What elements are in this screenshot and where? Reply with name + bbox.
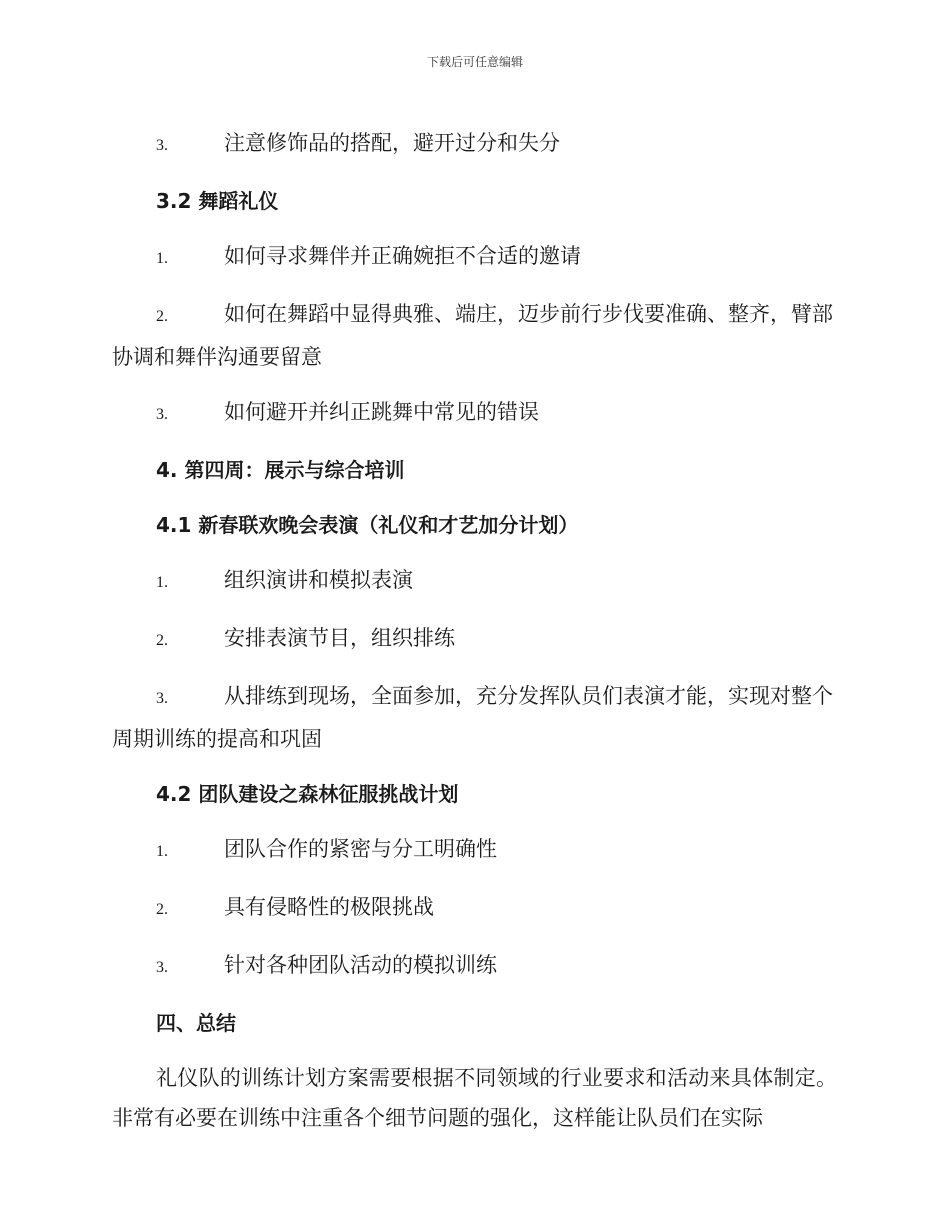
list-text: 从排练到现场，全面参加，充分发挥队员们表演才能，实现对整个周期训练的提高和巩固	[112, 684, 833, 751]
list-number: 3.	[156, 137, 168, 154]
list-number: 3.	[156, 406, 168, 423]
subsection-heading: 4.1 新春联欢晚会表演（礼仪和才艺加分计划）	[156, 513, 579, 537]
page-header: 下载后可任意编辑	[426, 55, 523, 69]
list-item	[112, 945, 837, 988]
list-number: 2.	[156, 901, 168, 918]
list-item	[112, 123, 837, 166]
list-number: 1.	[156, 250, 168, 267]
list-item	[112, 676, 837, 759]
list-item	[112, 560, 837, 603]
list-number: 2.	[156, 632, 168, 649]
list-text: 安排表演节目，组织排练	[224, 626, 455, 650]
list-text: 如何避开并纠正跳舞中常见的错误	[224, 400, 539, 424]
list-item	[112, 887, 837, 930]
list-text: 如何寻求舞伴并正确婉拒不合适的邀请	[224, 244, 581, 268]
list-text: 注意修饰品的搭配，避开过分和失分	[224, 131, 560, 155]
list-item	[112, 236, 837, 279]
list-text: 组织演讲和模拟表演	[224, 568, 413, 592]
section-heading: 4. 第四周：展示与综合培训	[156, 458, 405, 482]
list-number: 3.	[156, 959, 168, 976]
list-number: 3.	[156, 690, 168, 707]
list-text: 具有侵略性的极限挑战	[224, 895, 434, 919]
list-number: 1.	[156, 843, 168, 860]
summary-paragraph: 礼仪队的训练计划方案需要根据不同领域的行业要求和活动来具体制定。非常有必要在训练中注重各个细节问题的强化，这样能让队员们在实际	[112, 1066, 837, 1130]
subsection-heading: 4.2 团队建设之森林征服挑战计划	[156, 782, 459, 806]
list-item	[112, 618, 837, 661]
document-body	[112, 108, 837, 1159]
list-text: 如何在舞蹈中显得典雅、端庄，迈步前行步伐要准确、整齐，臂部协调和舞伴沟通要留意	[112, 302, 833, 369]
section-heading: 四、总结	[156, 1011, 236, 1035]
list-text: 团队合作的紧密与分工明确性	[224, 837, 497, 861]
list-number: 1.	[156, 574, 168, 591]
section-heading: 3.2 舞蹈礼仪	[156, 189, 279, 213]
list-item	[112, 294, 837, 377]
list-item	[112, 829, 837, 872]
list-item	[112, 392, 837, 435]
list-text: 针对各种团队活动的模拟训练	[224, 953, 497, 977]
list-number: 2.	[156, 308, 168, 325]
